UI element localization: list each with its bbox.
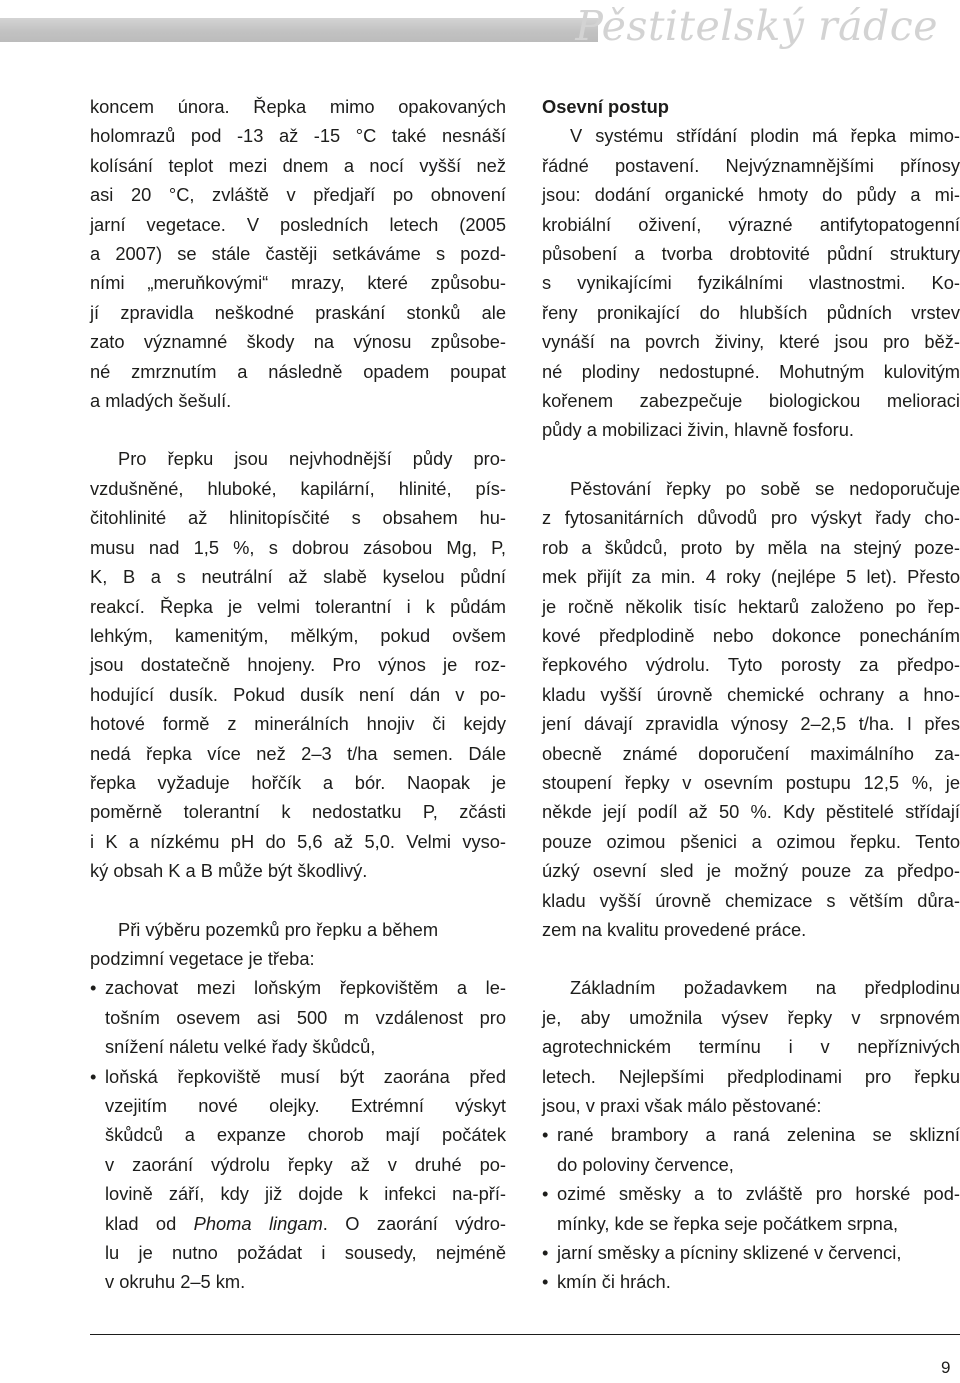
text-line: agrotechnickém termínu i v nepříznivých <box>542 1036 960 1058</box>
text-line: kolísání teplot mezi dnem a nocí vyšší než <box>90 154 506 176</box>
species-name: Phoma lingam <box>193 1212 323 1234</box>
text-line: pouze ozimou pšenici a ozimou řepku. Tento <box>542 830 960 852</box>
text-line: reakcí. Řepka je velmi tolerantní i k půdám <box>90 595 506 617</box>
text-line: řeny pronikající do hlubších půdních vrstev <box>542 301 960 323</box>
text-line: kové předplodině nebo dokonce ponecháním <box>542 624 960 646</box>
list-item <box>542 1267 960 1296</box>
text-line: zato významné škody na výnosu způsobe- <box>90 331 506 353</box>
text-line: zem na kvalitu provedené práce. <box>542 918 807 940</box>
text-line: • ozimé směsky a to zvláště pro horské pod- <box>542 1179 960 1208</box>
paragraph-monoculture <box>542 474 960 945</box>
text-line: krobiální oživení, výrazné antifytopatogenní <box>542 213 960 235</box>
paragraph-crop-rotation <box>542 121 960 444</box>
text-line: musu nad 1,5 %, s dobrou zásobou Mg, P, <box>90 536 506 558</box>
text-line: mínky, kde se řepka seje počátkem srpna, <box>557 1212 899 1234</box>
text-line: čitohlinité až hlinitopísčité s obsahem hu- <box>90 507 506 529</box>
text-line: úzký osevní sled je možný pouze za předpo- <box>542 860 960 882</box>
text-line: ký obsah K a B může být škodlivý. <box>90 860 368 882</box>
header-brand-area <box>575 0 960 60</box>
text-line: ními „meruňkovými“ mrazy, které způsobu- <box>90 272 506 294</box>
paragraph-frost <box>90 92 506 415</box>
text-line: • rané brambory a raná zelenina se sklizní <box>542 1120 960 1149</box>
text-line: kladu vyšší úrovně chemizace s větším důra- <box>542 889 960 911</box>
text-line: v zaorání výdrolu řepky až v druhé po- <box>105 1153 506 1175</box>
text-line: jarní vegetace. V posledních letech (2005 <box>90 213 506 235</box>
text-line: poměrně tolerantní k nedostatku P, zčásti <box>90 801 506 823</box>
text-line: stoupení řepky v osevním postupu 12,5 %, je <box>542 771 960 793</box>
text-line: jsou dostatečně hnojeny. Pro výnos je roz- <box>90 654 506 676</box>
text-line: • loňská řepkoviště musí být zaorána před <box>90 1062 506 1091</box>
text-line: jsou, v praxi však málo pěstované: <box>542 1095 822 1116</box>
text-line: lu je nutno požádat i sousedy, nejméně <box>105 1242 506 1264</box>
text-line: z fytosanitárních důvodů pro výskyt řady cho- <box>542 507 960 529</box>
text-line: Pěstování řepky po sobě se nedoporučuje <box>570 477 960 499</box>
text-line: K, B a s neutrální až slabě kyselou půdní <box>90 566 506 588</box>
text-line: v okruhu 2–5 km. <box>105 1271 246 1293</box>
text-line: je, aby umožnila výsev řepky v srpnovém <box>542 1006 960 1028</box>
text-line: lehkým, kamenitým, mělkým, pokud ovšem <box>90 624 506 646</box>
list-item <box>542 1179 960 1238</box>
text-line: a 2007) se stále častěji setkáváme s pozd- <box>90 243 506 265</box>
text-line: rob a škůdců, proto by měla na stejný poze- <box>542 536 960 558</box>
text-line <box>90 1209 506 1238</box>
text-line: podzimní vegetace je třeba: <box>90 947 315 969</box>
text-line: řepka vyžaduje hořčík a bór. Naopak je <box>90 771 506 793</box>
text-line: vynáší na povrch živiny, které jsou pro běž- <box>542 331 960 353</box>
text-line: je ročně několik tisíc hektarů založeno po řep- <box>542 595 960 617</box>
text-line: vzejitím nové olejky. Extrémní výskyt <box>105 1095 506 1116</box>
text-line: • zachovat mezi loňským řepkovištěm a le- <box>90 973 506 1002</box>
paragraph-preceding-crop <box>542 973 960 1296</box>
text-line: Základním požadavkem na předplodinu <box>570 977 960 999</box>
text-line: hodující dusík. Pokud dusík není dán v po- <box>90 683 506 705</box>
text-line: působení a tvorba drobtovité půdní struktury <box>542 243 960 265</box>
text-line: půdy a mobilizaci živin, hlavně fosforu. <box>542 419 854 441</box>
text-line: s vynikajícími fyzikálními vlastnostmi. Ko- <box>542 272 960 294</box>
text-line: koncem února. Řepka mimo opakovaných <box>90 96 506 117</box>
text-line: hotové formě z minerálních hnojiv či kejdy <box>90 713 506 735</box>
text-line: i K a nízkému pH do 5,6 až 5,0. Velmi vyso- <box>90 830 506 852</box>
text-line: jení dávají zpravidla výnosy 2–2,5 t/ha. I přes <box>542 713 960 735</box>
text-line: Při výběru pozemků pro řepku a během <box>118 918 439 940</box>
text-line: nedá řepka více než 2–3 t/ha semen. Dále <box>90 742 506 764</box>
text-line: vzdušněné, hluboké, kapilární, hlinité, pís- <box>90 477 506 499</box>
list-item <box>90 1062 506 1297</box>
text-line: asi 20 °C, zvláště v předjaří po obnovení <box>90 184 506 206</box>
text-line: mek přijít za min. 4 roky (nejlépe 5 let). Přesto <box>542 566 960 588</box>
text-line: holomrazů pod -13 až -15 °C také nesnáší <box>90 125 506 147</box>
paragraph-field-selection <box>90 915 506 1297</box>
list-item <box>542 1238 960 1267</box>
text-line: obecně známé doporučení maximálního za- <box>542 742 960 764</box>
text-line: řepkového výdrolu. Tyto porosty za předpo- <box>542 654 960 676</box>
text-line: kořenem zabezpečuje biologickou melioraci <box>542 390 960 412</box>
text-line: a mladých šešulí. <box>90 390 232 412</box>
page-number: 9 <box>941 1358 951 1377</box>
paragraph-soils <box>90 444 506 885</box>
section-heading: Osevní postup <box>542 96 669 117</box>
text-line: kladu vyšší úrovně chemické ochrany a hno- <box>542 683 960 705</box>
text-line: někde její podíl až 50 %. Kdy pěstitelé střídají <box>542 801 960 823</box>
text-run: klad od <box>105 1212 194 1234</box>
text-line: lovině září, kdy již dojde k infekci na-pří- <box>105 1183 506 1205</box>
footer-divider <box>90 1334 960 1335</box>
publication-title: Pěstitelský rádce <box>575 2 938 50</box>
text-line: né plodiny nedostupné. Mohutným kulovitým <box>542 360 960 382</box>
text-line: Pro řepku jsou nejvhodnější půdy pro- <box>118 448 506 470</box>
text-line: letech. Nejlepšími předplodinami pro řepku <box>542 1065 960 1087</box>
text-line: V systému střídání plodin má řepka mimo- <box>570 125 960 147</box>
text-line: jsou: dodání organické hmoty do půdy a mi- <box>542 184 960 206</box>
text-line: tošním osevem asi 500 m vzdálenost pro <box>105 1006 506 1028</box>
list-item <box>542 1120 960 1179</box>
text-line: né zmrznutím a následně opadem poupat <box>90 360 506 382</box>
text-line: • kmín či hrách. <box>542 1267 960 1296</box>
right-column <box>542 92 960 1297</box>
text-line: řádné postavení. Nejvýznamnějšími přínosy <box>542 154 960 176</box>
text-line: • jarní směsky a pícniny sklizené v červenci, <box>542 1238 960 1267</box>
text-line: do poloviny července, <box>557 1153 734 1175</box>
text-run: . O zaorání výdro- <box>322 1212 506 1234</box>
text-line: jí zpravidla neškodné praskání stonků ale <box>90 301 506 323</box>
left-column <box>90 92 506 1297</box>
list-item <box>90 973 506 1061</box>
text-line: snížení náletu velké řady škůdců, <box>105 1036 376 1058</box>
text-line: škůdců a expanze chorob mají počátek <box>105 1124 506 1146</box>
